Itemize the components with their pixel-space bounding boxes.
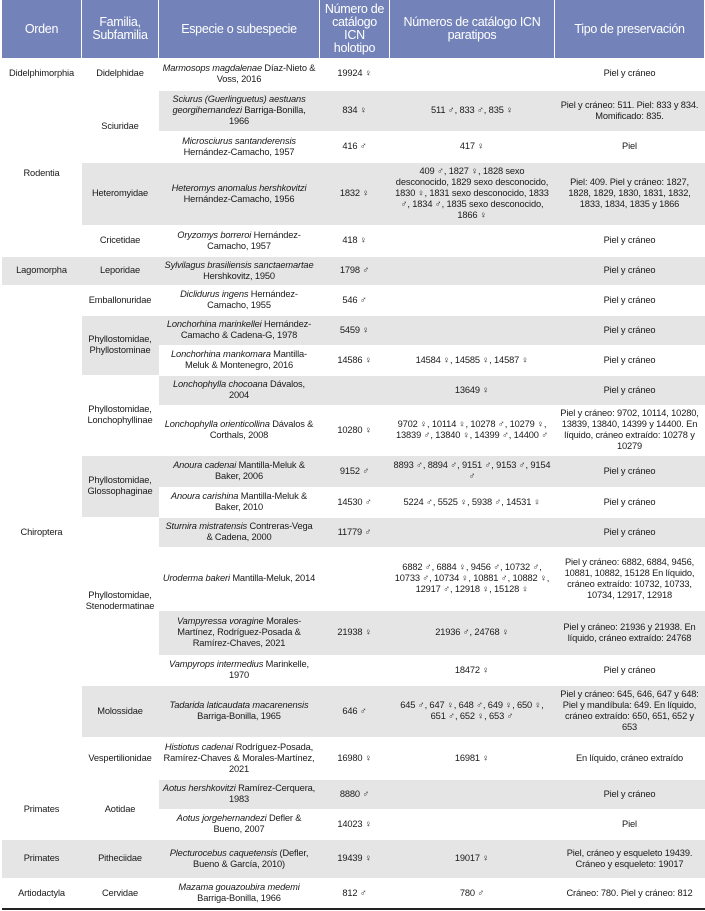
preservacion-cell: Cráneo: 780. Piel y cráneo: 812 bbox=[555, 878, 705, 909]
species-author: Dávalos, 2004 bbox=[228, 379, 305, 400]
species-cell bbox=[159, 375, 320, 405]
species-cell bbox=[159, 285, 320, 315]
species-author: Marinkelle, 1970 bbox=[228, 659, 309, 680]
order-cell: Lagomorpha bbox=[2, 256, 82, 285]
table-row bbox=[2, 90, 705, 131]
header-familia: Familia, Subfamilia bbox=[82, 0, 159, 58]
species-name: Tadarida laticaudata macarenensis bbox=[169, 700, 309, 710]
paratipos-cell: 511 ♂, 833 ♂, 835 ♀ bbox=[390, 90, 555, 131]
species-name: Plecturocebus caquetensis bbox=[169, 847, 278, 858]
paratipos-cell: 645 ♂, 647 ♀, 648 ♂, 649 ♀, 650 ♀, 651 ♂, 652 ♀, 653 ♂ bbox=[390, 685, 555, 737]
preservacion-cell: Piel bbox=[555, 809, 705, 839]
species-author: Contreras-Vega & Cadena, 2000 bbox=[206, 521, 313, 542]
family-cell: Cervidae bbox=[82, 878, 159, 909]
paratipos-cell: 6882 ♂, 6884 ♀, 9456 ♂, 10732 ♂, 10733 ♂, 10734 ♀, 10881 ♂, 10882 ♀, 12917 ♂, 12918 ♀, 15128 ♀ bbox=[390, 547, 555, 610]
paratipos-cell: 14584 ♀, 14585 ♀, 14587 ♀ bbox=[390, 345, 555, 375]
family-cell: Didelphidae bbox=[96, 68, 144, 79]
header-especie: Especie o subespecie bbox=[159, 0, 320, 58]
family-cell: Phyllostomidae, Stenodermatinae bbox=[82, 517, 159, 685]
species-name: Aotus jorgehernandezi bbox=[176, 813, 267, 823]
preservacion-cell: Piel y cráneo bbox=[555, 517, 705, 547]
species-cell bbox=[159, 225, 320, 256]
species-cell bbox=[159, 315, 320, 345]
holotipo-cell: 5459 ♀ bbox=[320, 315, 390, 345]
species-cell bbox=[159, 737, 320, 779]
species-cell bbox=[159, 610, 320, 655]
species-author: Defler & Bueno, 2007 bbox=[213, 813, 302, 834]
species-name: Anoura cadenai bbox=[173, 460, 237, 470]
holotipo-cell: 11779 ♂ bbox=[320, 517, 390, 547]
species-author: Hernández-Camacho, 1957 bbox=[183, 146, 295, 157]
species-name: Diclidurus ingens bbox=[180, 289, 249, 299]
paratipos-cell bbox=[390, 517, 555, 547]
holotipo-cell: 646 ♂ bbox=[320, 685, 390, 737]
preservacion-cell: Piel y cráneo bbox=[555, 655, 705, 685]
family-cell: Cricetidae bbox=[82, 225, 159, 256]
preservacion-cell: Piel y cráneo bbox=[555, 315, 705, 345]
table-row bbox=[2, 779, 705, 809]
species-author: Hernández-Camacho & Cadena-G, 1978 bbox=[180, 319, 312, 340]
preservacion-cell: Piel y cráneo bbox=[555, 256, 705, 285]
holotipo-cell: 21938 ♀ bbox=[320, 610, 390, 655]
species-cell bbox=[159, 345, 320, 375]
species-cell bbox=[159, 779, 320, 809]
species-cell bbox=[159, 455, 320, 487]
paratipos-cell: 5224 ♂, 5525 ♀, 5938 ♂, 14531 ♀ bbox=[390, 487, 555, 517]
species-cell bbox=[159, 839, 320, 878]
order-cell: Chiroptera bbox=[2, 285, 82, 779]
holotipo-cell: 416 ♂ bbox=[320, 131, 390, 162]
paratipos-cell bbox=[390, 779, 555, 809]
preservacion-cell: Piel bbox=[555, 131, 705, 162]
species-name: Vampyressa voragine bbox=[176, 616, 264, 626]
header-holotipo: Número de catálogo ICN holotipo bbox=[320, 0, 390, 58]
order-cell: Primates bbox=[2, 779, 82, 839]
species-author: Mantilla-Meluk & Baker, 2006 bbox=[215, 460, 305, 481]
type-specimens-table bbox=[1, 0, 705, 910]
paratipos-cell: 8893 ♂, 8894 ♂, 9151 ♂, 9153 ♂, 9154 ♂ bbox=[390, 455, 555, 487]
species-cell bbox=[159, 487, 320, 517]
holotipo-cell: 418 ♀ bbox=[320, 225, 390, 256]
species-author: Barriga-Bonilla, 1966 bbox=[228, 105, 306, 126]
species-author: Hernández-Camacho, 1955 bbox=[207, 289, 298, 310]
species-name: Lonchophylla orienticollina bbox=[164, 419, 270, 429]
species-cell bbox=[159, 547, 320, 610]
paratipos-cell: 18472 ♀ bbox=[390, 655, 555, 685]
species-name: Sturnira mistratensis bbox=[165, 521, 248, 531]
preservacion-cell: Piel y cráneo bbox=[555, 779, 705, 809]
paratipos-cell bbox=[390, 58, 555, 90]
preservacion-cell: Piel, cráneo y esqueleto 19439. Cráneo y esqueleto: 19017 bbox=[555, 839, 705, 878]
species-cell bbox=[159, 405, 320, 455]
family-cell: Heteromyidae bbox=[82, 162, 159, 225]
table-row bbox=[2, 225, 705, 256]
family-cell: Emballonuridae bbox=[82, 285, 159, 315]
holotipo-cell: 8880 ♂ bbox=[320, 779, 390, 809]
species-name: Uroderma bakeri bbox=[162, 573, 230, 583]
holotipo-cell bbox=[320, 375, 390, 405]
species-name: Marmosops magdalenae bbox=[162, 62, 262, 73]
species-name: Microsciurus santanderensis bbox=[182, 135, 296, 146]
species-cell bbox=[159, 90, 320, 131]
order-cell: Primates bbox=[2, 839, 82, 878]
table-row bbox=[2, 375, 705, 405]
family-cell: Pitheciidae bbox=[82, 839, 159, 878]
species-author: Rodríguez-Posada, Ramírez-Chaves & Morales-Martínez, 2021 bbox=[163, 741, 315, 774]
preservacion-cell: Piel y cráneo: 645, 646, 647 y 648: Piel y mandíbula: 649. En líquido, cráneo extraído: 650, 651, 652 y 653 bbox=[555, 685, 705, 737]
order-cell: Rodentia bbox=[2, 90, 82, 256]
family-cell: Sciuridae bbox=[82, 90, 159, 162]
species-author: Mantilla-Meluk & Baker, 2010 bbox=[215, 491, 308, 512]
paratipos-cell: 16981 ♀ bbox=[390, 737, 555, 779]
paratipos-cell bbox=[390, 315, 555, 345]
family-cell: Molossidae bbox=[82, 685, 159, 737]
preservacion-cell: Piel y cráneo: 511. Piel: 833 y 834. Momificado: 835. bbox=[555, 90, 705, 131]
table-row bbox=[2, 162, 705, 225]
species-name: Oryzomys borreroi bbox=[177, 229, 252, 240]
holotipo-cell: 1798 ♂ bbox=[320, 256, 390, 285]
holotipo-cell: 10280 ♀ bbox=[320, 405, 390, 455]
holotipo-cell bbox=[320, 547, 390, 610]
preservacion-cell: Piel y cráneo bbox=[555, 345, 705, 375]
preservacion-cell: Piel y cráneo bbox=[555, 455, 705, 487]
table-row bbox=[2, 285, 705, 315]
family-cell: Vespertilionidae bbox=[82, 737, 159, 779]
header-orden: Orden bbox=[2, 0, 82, 58]
header-paratipos: Números de catálogo ICN paratipos bbox=[390, 0, 555, 58]
species-author: Mantilla-Meluk & Montenegro, 2016 bbox=[184, 349, 307, 370]
species-name: Sylvilagus brasiliensis sanctaemartae bbox=[164, 259, 314, 270]
species-cell bbox=[159, 256, 320, 285]
paratipos-cell bbox=[390, 225, 555, 256]
species-author: Hershkovitz, 1950 bbox=[203, 270, 275, 281]
species-author: Barriga-Bonilla, 1966 bbox=[197, 893, 281, 904]
family-cell: Phyllostomidae, Lonchophyllinae bbox=[82, 375, 159, 455]
preservacion-cell: Piel y cráneo: 21936 y 21938. En líquido, cráneo extraído: 24768 bbox=[555, 610, 705, 655]
preservacion-cell: Piel y cráneo bbox=[555, 225, 705, 256]
paratipos-cell bbox=[390, 256, 555, 285]
holotipo-cell: 812 ♂ bbox=[320, 878, 390, 909]
species-author: Hernández-Camacho, 1956 bbox=[183, 193, 295, 204]
paratipos-cell: 21936 ♂, 24768 ♀ bbox=[390, 610, 555, 655]
holotipo-cell: 1832 ♀ bbox=[320, 162, 390, 225]
preservacion-cell: Piel y cráneo bbox=[555, 375, 705, 405]
holotipo-cell: 14586 ♀ bbox=[320, 345, 390, 375]
preservacion-cell: Piel y cráneo bbox=[555, 487, 705, 517]
table-body bbox=[2, 58, 705, 909]
preservacion-cell: En líquido, cráneo extraído bbox=[555, 737, 705, 779]
species-author: Ramírez-Cerquera, 1983 bbox=[228, 783, 316, 804]
paratipos-cell: 780 ♂ bbox=[390, 878, 555, 909]
table-row bbox=[2, 517, 705, 547]
species-cell bbox=[159, 162, 320, 225]
species-author: Barriga-Bonilla, 1965 bbox=[197, 711, 281, 721]
table-row bbox=[2, 315, 705, 345]
paratipos-cell: 13649 ♀ bbox=[390, 375, 555, 405]
species-cell bbox=[159, 655, 320, 685]
species-name: Lonchophylla chocoana bbox=[173, 379, 268, 389]
holotipo-cell bbox=[320, 655, 390, 685]
species-author: Mantilla-Meluk, 2014 bbox=[232, 573, 316, 583]
table-row bbox=[2, 737, 705, 779]
family-cell: Phyllostomidae, Phyllostominae bbox=[82, 315, 159, 375]
paratipos-cell: 417 ♀ bbox=[390, 131, 555, 162]
table-row bbox=[2, 455, 705, 487]
species-name: Anoura carishina bbox=[170, 491, 239, 501]
paratipos-cell: 409 ♂, 1827 ♀, 1828 sexo desconocido, 1829 sexo desconocido, 1830 ♀, 1831 sexo desconocido, 1833 ♂, 1834 ♂, 1835 sexo desconocido, 1866 ♀ bbox=[390, 162, 555, 225]
species-name: Heteromys anomalus hershkovitzi bbox=[171, 182, 307, 193]
holotipo-cell: 9152 ♂ bbox=[320, 455, 390, 487]
species-name: Histiotus cadenai bbox=[164, 741, 234, 752]
family-cell: Aotidae bbox=[82, 779, 159, 839]
holotipo-cell: 14023 ♀ bbox=[320, 809, 390, 839]
species-name: Mazama gouazoubira medemi bbox=[178, 882, 300, 893]
preservacion-cell: Piel y cráneo: 9702, 10114, 10280, 13839, 13840, 14399 y 14400. En líquido, cráneo extraído: 10278 y 10279 bbox=[555, 405, 705, 455]
species-author: Díaz-Nieto & Voss, 2016 bbox=[216, 62, 316, 84]
table-row bbox=[2, 58, 705, 90]
holotipo-cell: 16980 ♀ bbox=[320, 737, 390, 779]
species-name: Sciurus (Guerlinguetus) aestuans georgihernandezi bbox=[172, 94, 306, 115]
species-author: Dávalos & Corthals, 2008 bbox=[209, 419, 314, 440]
preservacion-cell: Piel y cráneo bbox=[555, 285, 705, 315]
holotipo-cell: 546 ♂ bbox=[320, 285, 390, 315]
species-author: Morales-Martínez, Rodríguez-Posada & Ramírez-Chaves, 2021 bbox=[177, 616, 302, 648]
header-preservacion: Tipo de preservación bbox=[555, 0, 705, 58]
holotipo-cell: 19924 ♀ bbox=[337, 68, 372, 79]
preservacion-cell: Piel y cráneo: 6882, 6884, 9456, 10881, 10882, 15128 En líquido, cráneo extraído: 10732, 10733, 10734, 12917, 12918 bbox=[555, 547, 705, 610]
species-name: Vampyrops intermedius bbox=[169, 659, 264, 669]
holotipo-cell: 14530 ♂ bbox=[320, 487, 390, 517]
species-cell bbox=[159, 685, 320, 737]
species-name: Lonchorhina mankomara bbox=[171, 349, 271, 359]
species-cell bbox=[159, 58, 320, 90]
preservacion-cell: Piel y cráneo bbox=[603, 68, 656, 79]
table-row bbox=[2, 839, 705, 878]
table-row bbox=[2, 256, 705, 285]
holotipo-cell: 19439 ♀ bbox=[320, 839, 390, 878]
holotipo-cell: 834 ♀ bbox=[320, 90, 390, 131]
species-name: Lonchorhina marinkellei bbox=[166, 319, 262, 329]
species-cell bbox=[159, 878, 320, 909]
table-header-row bbox=[2, 0, 705, 58]
preservacion-cell: Piel: 409. Piel y cráneo: 1827, 1828, 1829, 1830, 1831, 1832, 1833, 1834, 1835 y 1866 bbox=[555, 162, 705, 225]
family-cell: Leporidae bbox=[82, 256, 159, 285]
paratipos-cell bbox=[390, 809, 555, 839]
species-cell bbox=[159, 131, 320, 162]
order-cell: Didelphimorphia bbox=[9, 68, 74, 79]
paratipos-cell: 9702 ♀, 10114 ♀, 10278 ♂, 10279 ♀, 13839 ♂, 13840 ♀, 14399 ♂, 14400 ♂ bbox=[390, 405, 555, 455]
species-name: Aotus hershkovitzi bbox=[162, 783, 236, 793]
species-cell bbox=[159, 809, 320, 839]
species-author: Hernández-Camacho, 1957 bbox=[207, 229, 301, 251]
table-row bbox=[2, 878, 705, 909]
species-cell bbox=[159, 517, 320, 547]
table-row bbox=[2, 685, 705, 737]
species-author: (Defler, Bueno & García, 2010) bbox=[193, 847, 309, 869]
paratipos-cell bbox=[390, 285, 555, 315]
paratipos-cell: 19017 ♀ bbox=[390, 839, 555, 878]
order-cell: Artiodactyla bbox=[2, 878, 82, 909]
family-cell: Phyllostomidae, Glossophaginae bbox=[82, 455, 159, 517]
